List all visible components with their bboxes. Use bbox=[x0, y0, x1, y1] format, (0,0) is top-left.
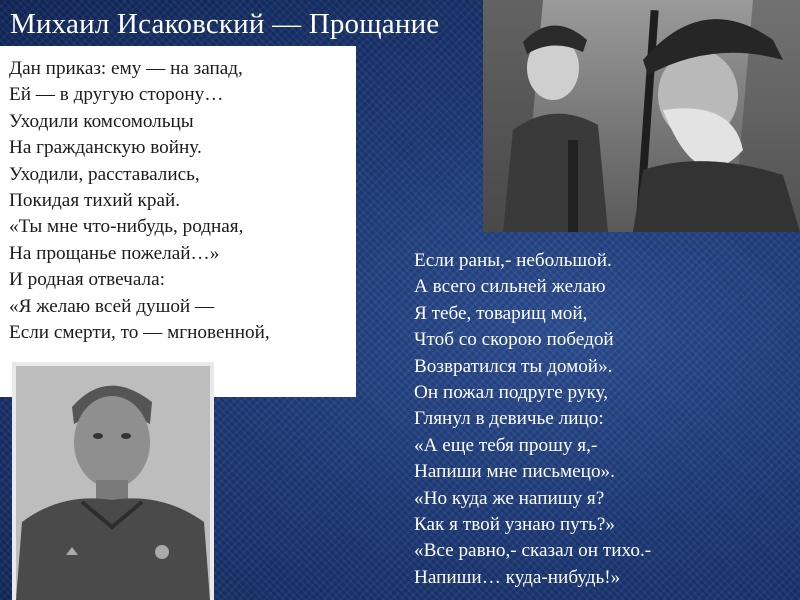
poem-line: Возвратился ты домой». bbox=[414, 355, 613, 377]
poem-line: Я тебе, товарищ мой, bbox=[414, 302, 588, 324]
poem-line: Глянул в девичье лицо: bbox=[414, 408, 604, 430]
photo-partisans bbox=[483, 0, 800, 232]
poem-line: «Ты мне что-нибудь, родная, bbox=[9, 216, 244, 238]
poem-line: Напиши… куда-нибудь!» bbox=[414, 566, 621, 588]
poem-line: На прощанье пожелай…» bbox=[9, 242, 220, 264]
poem-line: Если раны,- небольшой. bbox=[414, 250, 612, 271]
left-poem-panel bbox=[0, 46, 356, 397]
poem-line: Уходили, расставались, bbox=[9, 163, 200, 185]
poem-line: Уходили комсомольцы bbox=[9, 110, 194, 132]
poem-line: «Я желаю всей душой — bbox=[9, 295, 215, 317]
poem-line: Покидая тихий край. bbox=[9, 190, 181, 212]
poem-line: «А еще тебя прошу я,- bbox=[414, 434, 598, 456]
poem-line: На гражданскую войну. bbox=[9, 137, 202, 159]
poem-line: Чтоб со скорою победой bbox=[414, 329, 614, 351]
poem-line: Напиши мне письмецо». bbox=[414, 461, 615, 483]
poem-line: Дан приказ: ему — на запад, bbox=[9, 58, 243, 79]
poem-line: Как я твой узнаю путь?» bbox=[414, 514, 615, 536]
poem-line: И родная отвечала: bbox=[9, 269, 165, 291]
poem-line: А всего сильней желаю bbox=[414, 276, 606, 298]
poem-line: «Но куда же напишу я? bbox=[414, 487, 605, 509]
photo-soldier bbox=[12, 362, 214, 600]
poem-line: «Все равно,- сказал он тихо.- bbox=[414, 540, 652, 562]
slide-title: Михаил Исаковский — Прощание bbox=[10, 8, 440, 40]
poem-line: Ей — в другую сторону… bbox=[9, 84, 224, 106]
poem-line: Если смерти, то — мгновенной, bbox=[9, 322, 270, 344]
right-poem-text bbox=[414, 248, 651, 591]
poem-line: Он пожал подруге руку, bbox=[414, 382, 609, 404]
